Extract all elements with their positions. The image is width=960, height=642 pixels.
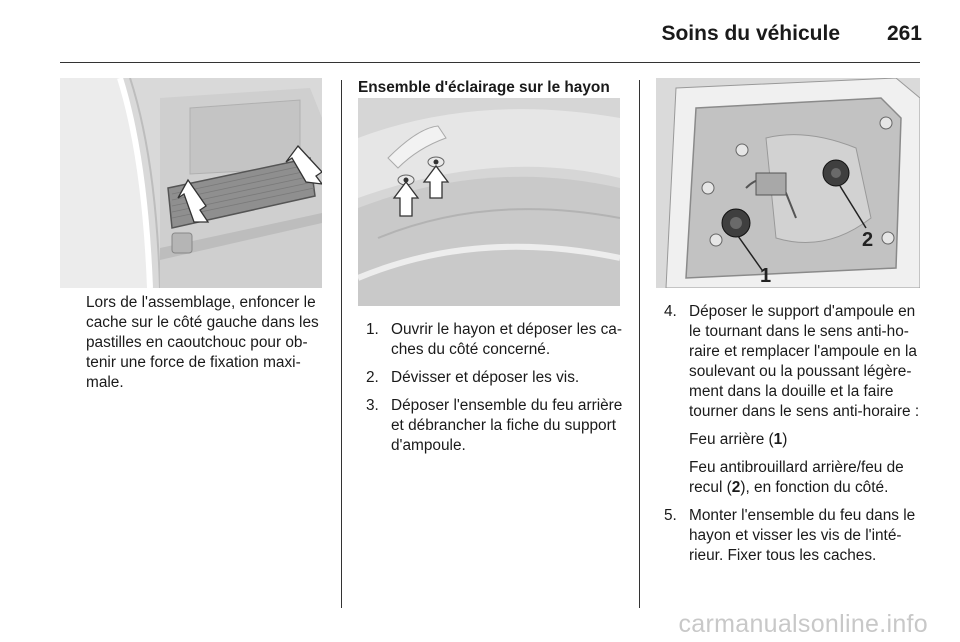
step-text: Déposer le support d'ampoule en le tournant dans le sens anti-ho-raire et remplacer l'ampoule en la soulevant ou la poussant légère-ment dans la douille et la faire tourner dans le sens anti-horaire : — [689, 303, 920, 420]
page-number: 261 — [886, 22, 922, 45]
steps-list-middle — [366, 320, 624, 464]
section-title: Ensemble d'éclairage sur le hayon — [358, 79, 610, 96]
steps-list-right — [664, 302, 924, 574]
tailgate-screws-illustration — [358, 98, 620, 306]
list-item — [664, 506, 924, 566]
step-text: Monter l'ensemble du feu dans le hayon et visser les vis de l'inté-rieur. Fixer tous les caches. — [689, 507, 916, 564]
page-title: Soins du véhicule — [661, 22, 840, 45]
watermark-logo: carmanualsonline.info — [678, 610, 928, 638]
list-item — [664, 302, 924, 498]
step-number: 5. — [664, 507, 677, 524]
step-number: 3. — [366, 397, 379, 414]
list-item — [366, 320, 624, 360]
step-text: Ouvrir le hayon et déposer les ca-ches du côté concerné. — [391, 321, 622, 358]
header-divider — [60, 62, 920, 63]
step-number: 4. — [664, 303, 677, 320]
sub-item-tail-lamp: Feu arrière (1) — [689, 431, 788, 448]
column-divider-left — [341, 80, 342, 608]
tail-lamp-illustration — [656, 78, 920, 288]
step-text: Dévisser et déposer les vis. — [391, 369, 580, 386]
callout-label-1: 1 — [760, 265, 772, 287]
column-divider-right — [639, 80, 640, 608]
assembly-instruction: Lors de l'assemblage, enfoncer le cache sur le côté gauche dans les pastilles en caoutchouc pour ob-tenir une force de fixation maxi-male. — [86, 294, 319, 391]
sub-item-fog-reverse-lamp: Feu antibrouillard arrière/feu de recul (2), en fonction du côté. — [689, 459, 904, 496]
callout-label-2: 2 — [862, 229, 874, 251]
trunk-cover-illustration — [60, 78, 322, 288]
list-item — [366, 368, 624, 388]
step-number: 1. — [366, 321, 379, 338]
step-text: Déposer l'ensemble du feu arrière et débrancher la fiche du support d'ampoule. — [391, 397, 623, 454]
list-item — [366, 396, 624, 456]
step-number: 2. — [366, 369, 379, 386]
